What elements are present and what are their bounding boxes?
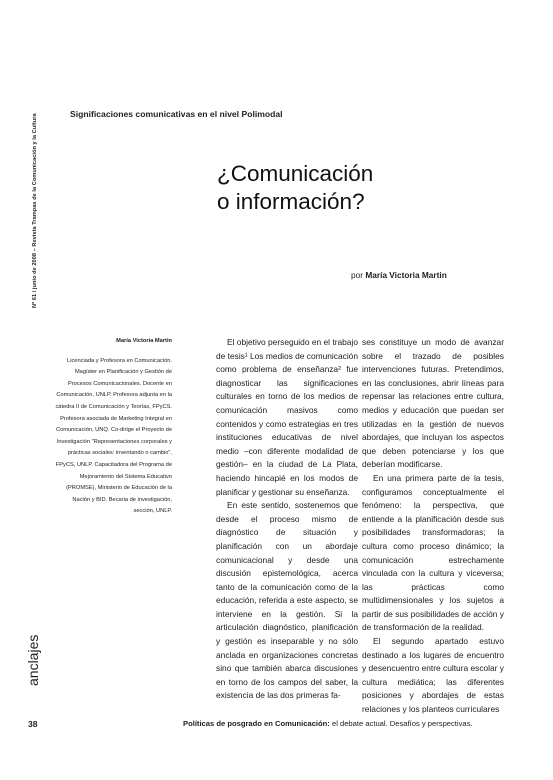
paragraph: ses constituye un modo de avanzar sobre el trazado de posibles intervenciones futuras. Pretendimos, en las conclusiones, abrir líneas para repensar las relaciones entre cultura, medios y educación que puedan ser utilizadas en la gestión de nuevos abordajes, que incluyan los aspectos que deben potenciarse y los que deberían modificarse.	[362, 337, 504, 470]
footer-running-title	[183, 719, 473, 728]
paragraph: En este sentido, sostenemos que desde el proceso mismo de diagnóstico de situación y planificación con un abordaje comunicacional y desde una discusión epistemológica, acerca tanto de la comunicación como de la educación, referida a este aspecto, se interviene en la gestión. Si la articulación diagnóstico, planificación y gestión es inseparable y no sólo anclada en organizaciones concretas sino que también abarca discusiones en torno de los campos del saber, la existencia de las dos primeras fa-	[216, 500, 358, 701]
author-bio	[54, 336, 172, 518]
paragraph: El segundo apartado estuvo destinado a los lugares de encuentro y desencuentro entre cultura escolar y cultura mediática; las diferentes posiciones y abordajes de estas relaciones y los planteos curriculares	[362, 636, 504, 715]
title-line-2: o información?	[217, 189, 365, 214]
side-running-head-text: Nº 61 / junio de 2008 – Revista Trampas de la Comunicación y la Cultura	[32, 113, 38, 308]
author-name: María Victoria Martin	[365, 270, 447, 280]
section-title: Significaciones comunicativas en el nivel Polimodal	[70, 109, 283, 119]
body-column-1	[216, 336, 358, 703]
side-logo	[22, 630, 44, 690]
author-byline	[351, 270, 447, 280]
footer-rest: el debate actual. Desafíos y perspectivas.	[331, 719, 473, 728]
side-logo-text: anclajes	[25, 634, 41, 686]
author-prefix: por	[351, 270, 363, 280]
side-running-head	[28, 70, 48, 310]
bio-name: María Victoria Martin	[116, 338, 172, 344]
body-column-2	[362, 336, 504, 717]
article-title	[217, 160, 373, 216]
title-line-1: ¿Comunicación	[217, 161, 374, 186]
page-number: 38	[28, 719, 38, 729]
bio-text: Licenciada y Profesora en Comunicación. Magíster en Planificación y Gestión de Procesos Comunicacionales. Docente en Comunicación, UNLP. Profesora adjunta en la cátedra II de Comunicación y Teorías, FPyCS. Profesora asociada de Marketing Integral en Comunicación, UNQ. Co-dirige el Proyecto de Investigación "Representaciones corporales y prácticas sociales: inventando o cambio", FPyCS, UNLP. Capacitadora del Programa de Mejoramiento del Sistema Educativo (PROMSE), Ministerio de Educación de la Nación y BID. Becaria de investigación, sección, UNLP.	[55, 357, 172, 515]
footer-bold: Políticas de posgrado en Comunicación:	[183, 719, 330, 728]
paragraph: En una primera parte de la tesis, configuramos conceptualmente el fenómeno: la perspectiva, que entiende a la planificación desde sus posibilidades transformadoras; la cultura como proceso dinámico; la comunicación estrechamente vinculada con la cultura y viceversa; las prácticas como multidimensionales y los sujetos a partir de sus posibilidades de acción y de transformación de la realidad.	[362, 472, 504, 633]
paragraph: El objetivo perseguido en el trabajo de tesis¹ Los medios de comunicación como problema de enseñanza² fue diagnosticar las significaciones culturales en torno de los medios de comunicación masivos como contenidos y como estrategias en tres instituciones educativas de nivel medio –con diferente modalidad de gestión– en la ciudad de La Plata, haciendo hincapié en los modos de planificar y gestionar su enseñanza.	[216, 337, 358, 497]
